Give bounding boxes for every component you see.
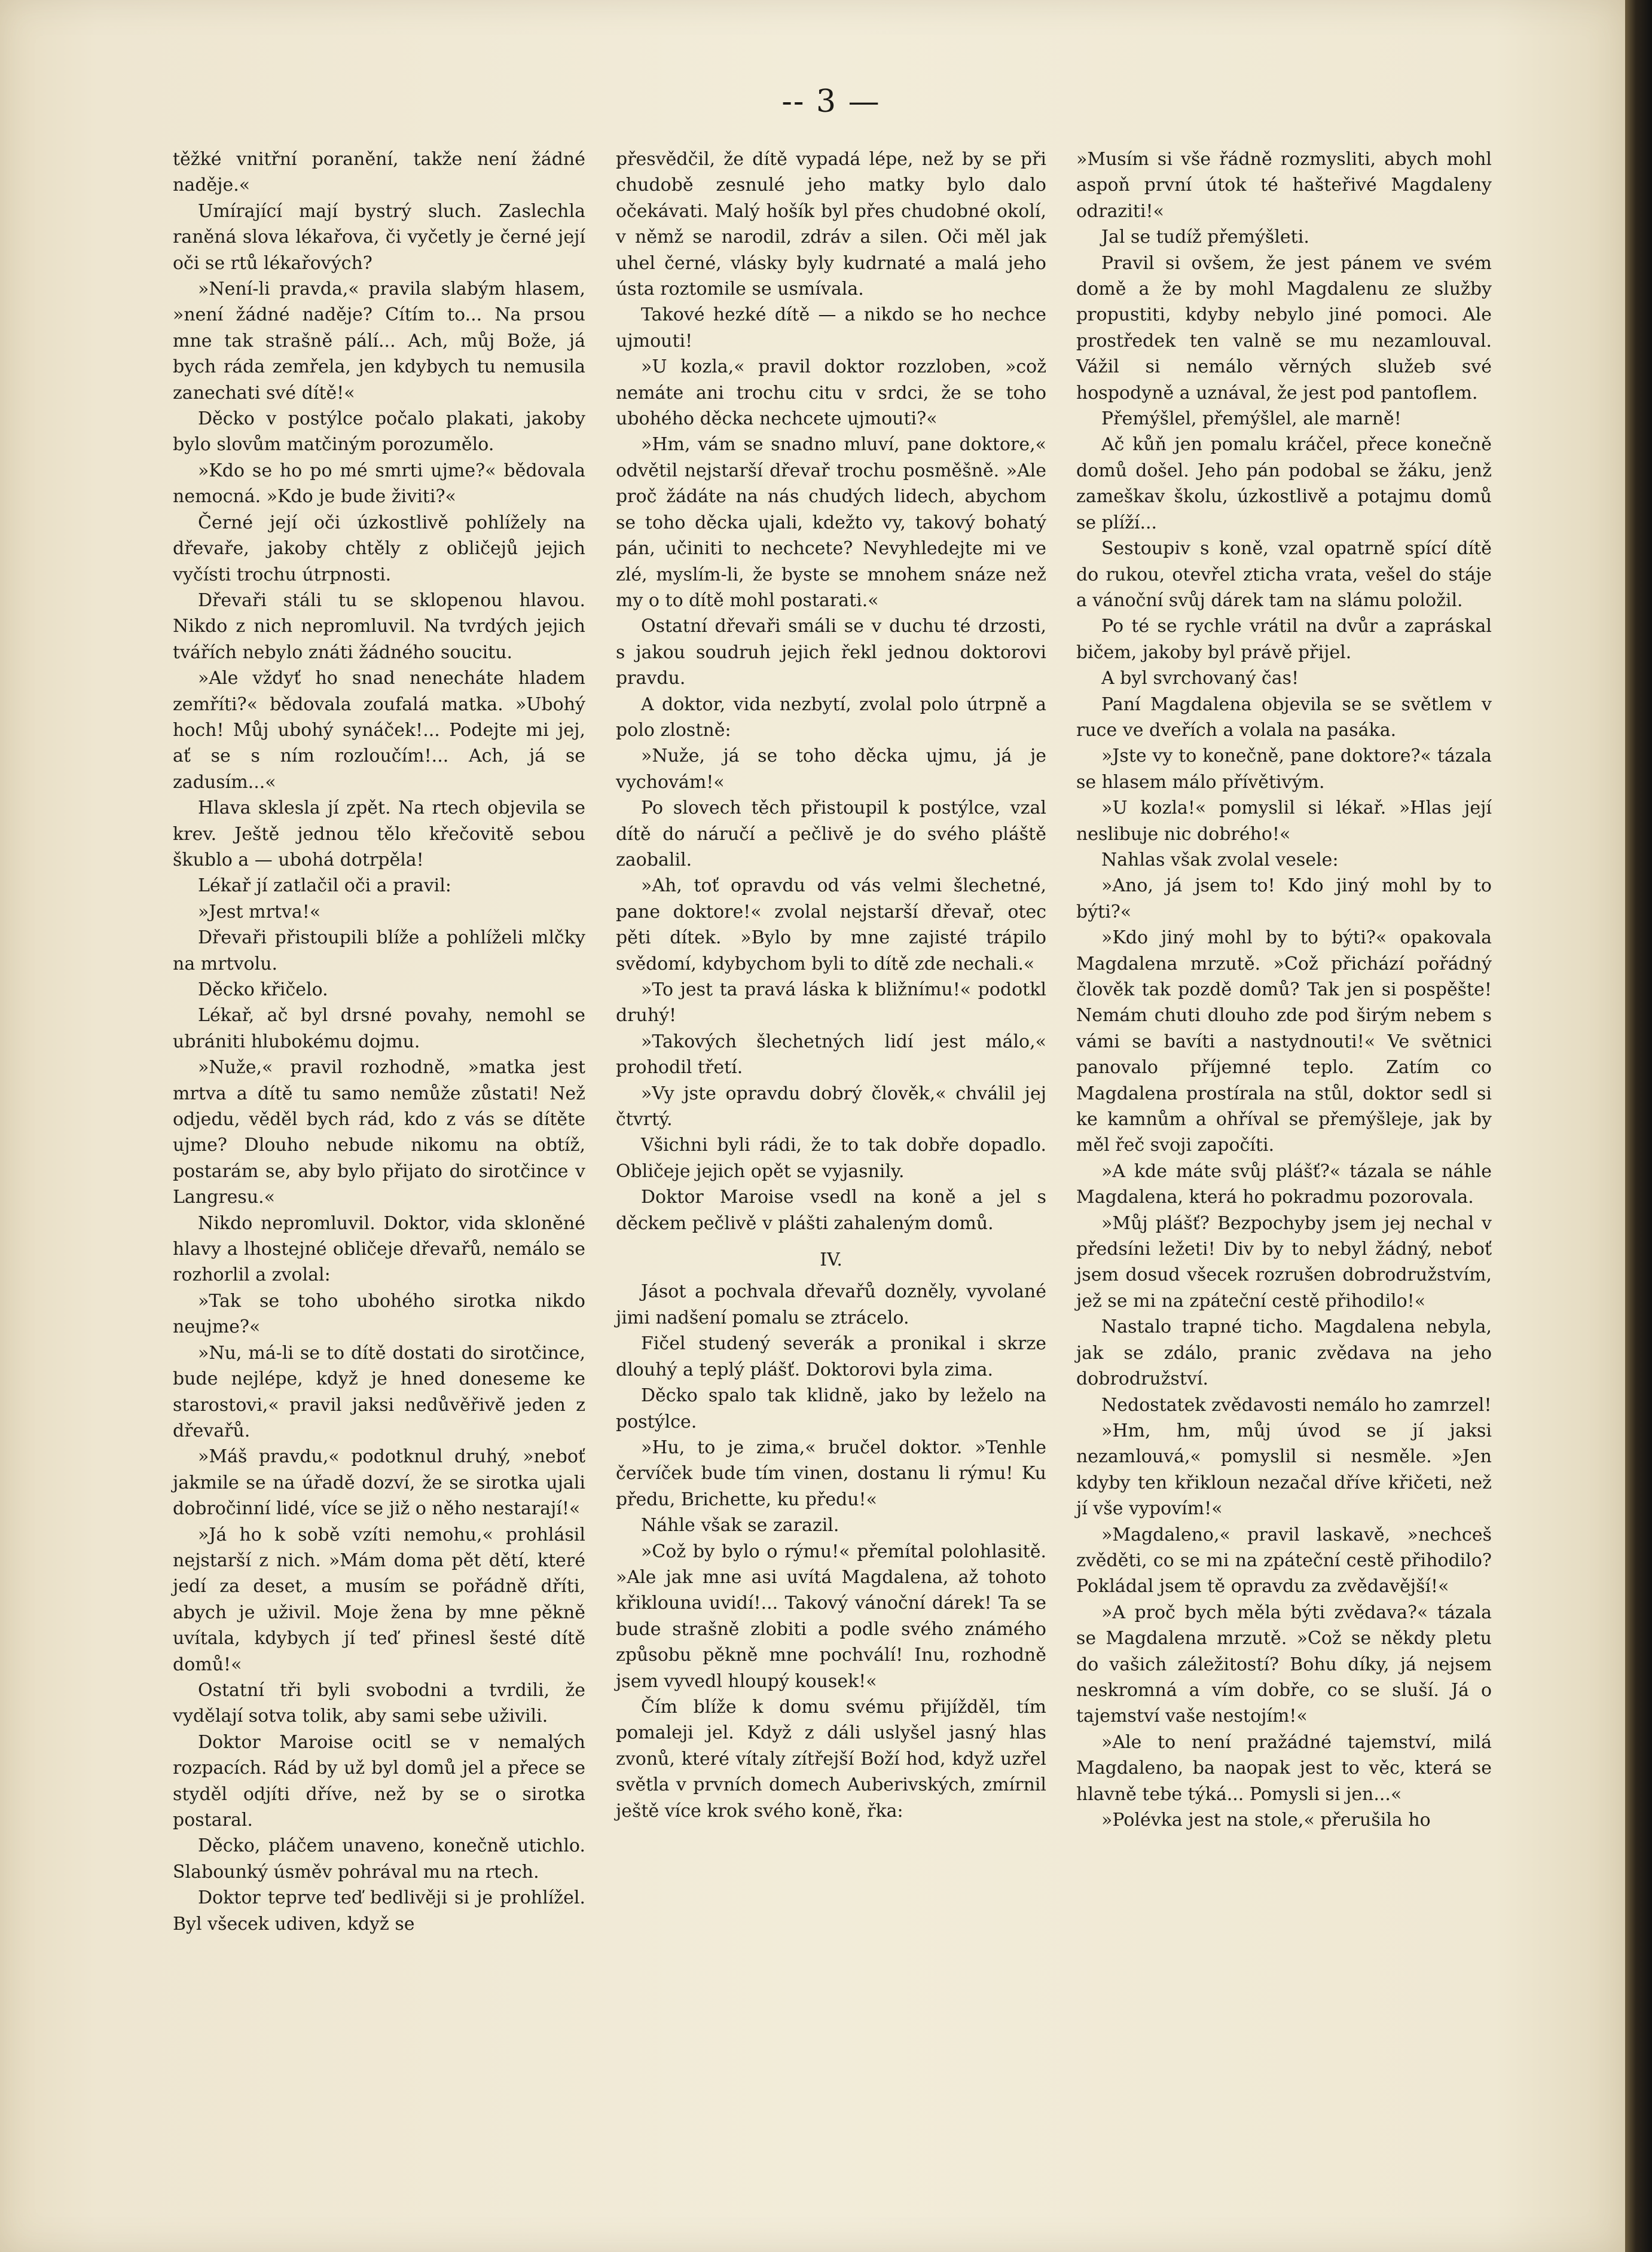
paragraph: Nikdo nepromluvil. Doktor, vida skloněné hlavy a lhostejné obličeje dřevařů, nemálo se rozhorlil a zvolal: (173, 1212, 585, 1286)
paragraph: »Hm, vám se snadno mluví, pane doktore,« odvětil nejstarší dřevař trochu posměšně. »Ale proč žádáte na nás chudých lidech, abychom se toho děcka ujali, kdežto vy, takový bohatý pán, učiniti to nechcete? Nevyhledejte mi ve zlé, myslím-li, že byste se mnohem snáze než my o to dítě mohl postarati.« (616, 434, 1046, 611)
paragraph: »Hu, to je zima,« bručel doktor. »Tenhle červíček bude tím vinen, dostanu li rýmu! Ku předu, Brichette, ku předu!« (616, 1437, 1046, 1510)
paragraph: Přemýšlel, přemýšlel, ale marně! (1101, 408, 1401, 430)
paragraph: »Nuže, já se toho děcka ujmu, já je vychovám!« (616, 745, 1046, 793)
paragraph: těžké vnitřní poranění, takže není žádné naděje.« (173, 149, 585, 196)
paragraph: Paní Magdalena objevila se se světlem v ruce ve dveřích a volala na pasáka. (1076, 693, 1492, 741)
paragraph: A byl svrchovaný čas! (1101, 668, 1299, 689)
paragraph: »Nu, má-li se to dítě dostati do sirotčince, bude nejlépe, když je hned doneseme ke starostovi,« pravil jaksi nedůvěřivě jeden z dřevařů. (173, 1342, 585, 1441)
paragraph: »Není-li pravda,« pravila slabým hlasem, »není žádné naděje? Cítím to... Na prsou mne tak strašně pálí... Ach, můj Bože, já bych ráda zemřela, jen kdybych tu nemusila zanechati své dítě!« (173, 279, 585, 404)
paragraph: »U kozla,« pravil doktor rozzloben, »což nemáte ani trochu citu v srdci, že se toho ubohého děcka nechcete ujmouti?« (616, 356, 1046, 430)
paragraph: Doktor teprve teď bedlivěji si je prohlížel. Byl všecek udiven, když se (173, 1887, 585, 1935)
paragraph: Dřevaři stáli tu se sklopenou hlavou. Nikdo z nich nepromluvil. Na tvrdých jejich tvářích nebylo znáti žádného soucitu. (173, 589, 585, 663)
paragraph: Pravil si ovšem, že jest pánem ve svém domě a že by mohl Magdalenu ze služby propustiti, kdyby nebylo jiné pomoci. Ale prostředek ten valně se mu nezamlouval. Vážil si nemálo věrných služeb své hospodyně a uznával, že jest pod pantoflem. (1076, 252, 1492, 404)
page-number: -- 3 — (781, 84, 881, 120)
paragraph: Fičel studený severák a pronikal i skrze dlouhý a teplý plášť. Doktorovi byla zima. (616, 1333, 1046, 1380)
paragraph: »Musím si vše řádně rozmysliti, abych mohl aspoň první útok té hašteřivé Magdaleny odraziti!« (1076, 149, 1492, 222)
paragraph: Čím blíže k domu svému přijížděl, tím pomaleji jel. Když z dáli uslyšel jasný hlas zvonů, které vítaly zítřejší Boží hod, když uzřel světla v prvních domech Auberivských, zmírnil ještě více krok svého koně, řka: (616, 1696, 1046, 1822)
paragraph: Takové hezké dítě — a nikdo se ho nechce ujmouti! (616, 304, 1046, 352)
paragraph: Všichni byli rádi, že to tak dobře dopadlo. Obličeje jejich opět se vyjasnily. (616, 1135, 1046, 1182)
paragraph: »Vy jste opravdu dobrý člověk,« chválil jej čtvrtý. (616, 1083, 1046, 1130)
paragraph: Náhle však se zarazil. (641, 1515, 839, 1536)
paragraph: Nastalo trapné ticho. Magdalena nebyla, jak se zdálo, pranic zvědava na jeho dobrodružství. (1076, 1316, 1492, 1390)
paragraph: Děcko křičelo. (198, 979, 328, 1000)
paragraph: »Kdo se ho po mé smrti ujme?« bědovala nemocná. »Kdo je bude živiti?« (173, 460, 585, 508)
paragraph: Sestoupiv s koně, vzal opatrně spící dítě do rukou, otevřel zticha vrata, vešel do stáje a vánoční svůj dárek tam na slámu položil. (1076, 538, 1492, 611)
paragraph: Po slovech těch přistoupil k postýlce, vzal dítě do náručí a pečlivě je do svého pláště zaobalil. (616, 797, 1046, 870)
paragraph: Po té se rychle vrátil na dvůr a zapráskal bičem, jakoby byl právě přijel. (1076, 616, 1492, 663)
paragraph: »A kde máte svůj plášť?« tázala se náhle Magdalena, která ho pokradmu pozorovala. (1076, 1160, 1492, 1208)
paragraph: »Magdaleno,« pravil laskavě, »nechceš zvěděti, co se mi na zpáteční cestě přihodilo? Pokládal jsem tě opravdu za zvědavější!« (1076, 1524, 1492, 1597)
paragraph: Lékař jí zatlačil oči a pravil: (198, 875, 451, 897)
paragraph: Ač kůň jen pomalu kráčel, přece konečně domů došel. Jeho pán podobal se žáku, jenž zameškav školu, úzkostlivě a potajmu domů se plíží... (1076, 434, 1492, 533)
paragraph: Dřevaři přistoupili blíže a pohlíželi mlčky na mrtvolu. (173, 927, 585, 974)
paragraph: Ostatní tři byli svobodni a tvrdili, že vydělají sotva tolik, aby sami sebe uživili. (173, 1679, 585, 1727)
paragraph: Nedostatek zvědavosti nemálo ho zamrzel! (1101, 1394, 1492, 1416)
page-edge-shadow (1625, 0, 1652, 2252)
paragraph: »Ah, toť opravdu od vás velmi šlechetné, pane doktore!« zvolal nejstarší dřevař, otec pěti dítek. »Bylo by mne zajisté trápilo svědomí, kdybychom byli to dítě zde nechali.« (616, 875, 1046, 974)
paragraph: Děcko spalo tak klidně, jako by leželo na postýlce. (616, 1385, 1046, 1432)
paragraph: »To jest ta pravá láska k bližnímu!« podotkl druhý! (616, 979, 1046, 1026)
paragraph: »Máš pravdu,« podotknul druhý, »neboť jakmile se na úřadě dozví, že se sirotka ujali dobročinní lidé, více se již o něho nestarají!« (173, 1446, 585, 1520)
paragraph: Děcko v postýlce počalo plakati, jakoby bylo slovům matčiným porozumělo. (173, 408, 585, 456)
paragraph: Hlava sklesla jí zpět. Na rtech objevila se krev. Ještě jednou tělo křečovitě sebou škublo a — ubohá dotrpěla! (173, 797, 585, 870)
paragraph: »Jest mrtva!« (198, 901, 321, 922)
text-column-right (1076, 146, 1492, 1833)
paragraph: Černé její oči úzkostlivě pohlížely na dřevaře, jakoby chtěly z obličejů jejich vyčísti trochu útrpnosti. (173, 512, 585, 585)
paragraph: »Hm, hm, můj úvod se jí jaksi nezamlouvá,« pomyslil si nesměle. »Jen kdyby ten křikloun nezačal dříve křičeti, než jí vše vypovím!« (1076, 1420, 1492, 1520)
paragraph: »U kozla!« pomyslil si lékař. »Hlas její neslibuje nic dobrého!« (1076, 797, 1492, 845)
section-heading: IV. (820, 1249, 842, 1271)
paragraph: »Jste vy to konečně, pane doktore?« tázala se hlasem málo přívětivým. (1076, 745, 1492, 793)
paragraph: Jal se tudíž přemýšleti. (1101, 227, 1309, 248)
paragraph: Nahlas však zvolal vesele: (1101, 849, 1339, 870)
text-column-left (173, 146, 585, 1937)
paragraph: »Ale vždyť ho snad nenecháte hladem zemříti?« bědovala zoufalá matka. »Ubohý hoch! Můj ubohý synáček!... Podejte mi jej, ať se s ním rozloučím!... Ach, já se zadusím...« (173, 668, 585, 793)
paragraph: »Kdo jiný mohl by to býti?« opakovala Magdalena mrzutě. »Což přichází pořádný člověk tak pozdě domů? Tak jen si pospěšte! Nemám chuti dlouho zde pod širým nebem s vámi se bavíti a nastydnouti!« Ve světnici panovalo příjemné teplo. Zatím co Magdalena prostírala na stůl, doktor sedl si ke kamnům a ohříval se přemýšleje, jak by měl řeč svoji započíti. (1076, 927, 1492, 1156)
paragraph: »Což by bylo o rýmu!« přemítal polohlasitě. »Ale jak mne asi uvítá Magdalena, až tohoto křiklouna uvidí!... Takový vánoční dárek! Ta se bude strašně zlobiti a podle svého známého způsobu pěkně mne pochválí! Inu, rozhodně jsem vyvedl hloupý kousek!« (616, 1541, 1046, 1692)
paragraph: »Tak se toho ubohého sirotka nikdo neujme?« (173, 1290, 585, 1338)
paragraph: »Já ho k sobě vzíti nemohu,« prohlásil nejstarší z nich. »Mám doma pět dětí, které jedí za deset, a musím se pořádně dříti, abych je uživil. Moje žena by mne pěkně uvítala, kdybych jí teď přinesl šesté dítě domů!« (173, 1524, 585, 1675)
paragraph: Doktor Maroise vsedl na koně a jel s děckem pečlivě v plášti zahaleným domů. (616, 1187, 1046, 1234)
paragraph: Doktor Maroise ocitl se v nemalých rozpacích. Rád by už byl domů jel a přece se styděl odjíti dříve, než by se o sirotka postaral. (173, 1731, 585, 1831)
paragraph: »Takových šlechetných lidí jest málo,« prohodil třetí. (616, 1031, 1046, 1078)
paragraph: Děcko, pláčem unaveno, konečně utichlo. Slabounký úsměv pohrával mu na rtech. (173, 1835, 585, 1883)
paragraph: »Polévka jest na stole,« přerušila ho (1101, 1810, 1431, 1831)
paragraph: »Ano, já jsem to! Kdo jiný mohl by to býti?« (1076, 875, 1492, 922)
paragraph: Lékař, ač byl drsné povahy, nemohl se ubrániti hlubokému dojmu. (173, 1005, 585, 1052)
paragraph: Ostatní dřevaři smáli se v duchu té drzosti, s jakou soudruh jejich řekl jednou doktorovi pravdu. (616, 616, 1046, 689)
paragraph: »Nuže,« pravil rozhodně, »matka jest mrtva a dítě tu samo nemůže zůstati! Než odjedu, věděl bych rád, kdo z vás se dítěte ujme? Dlouho nebude nikomu na obtíž, postarám se, aby bylo přijato do sirotčince v Langresu.« (173, 1057, 585, 1208)
paragraph: »A proč bych měla býti zvědava?« tázala se Magdalena mrzutě. »Což se někdy pletu do vašich záležitostí? Bohu díky, já nejsem neskromná a vím dobře, co se sluší. Já o tajemství vaše nestojím!« (1076, 1602, 1492, 1727)
paragraph: Jásot a pochvala dřevařů dozněly, vyvolané jimi nadšení pomalu se ztrácelo. (616, 1281, 1046, 1328)
paragraph: přesvědčil, že dítě vypadá lépe, než by se při chudobě zesnulé jeho matky bylo dalo očekávati. Malý hošík byl přes chudobné okolí, v němž se narodil, zdráv a silen. Oči měl jak uhel černé, vlásky byly kudrnaté a malá jeho ústa roztomile se usmívala. (616, 149, 1046, 300)
paragraph: Umírající mají bystrý sluch. Zaslechla raněná slova lékařova, či vyčetly je černé její oči se rtů lékařových? (173, 200, 585, 274)
paragraph: »Můj plášť? Bezpochyby jsem jej nechal v předsíni ležeti! Div by to nebyl žádný, neboť jsem dosud všecek rozrušen dobrodružstvím, jež se mi na zpáteční cestě přihodilo!« (1076, 1212, 1492, 1312)
paragraph: »Ale to není pražádné tajemství, milá Magdaleno, ba naopak jest to věc, která se hlavně tebe týká... Pomysli si jen...« (1076, 1731, 1492, 1805)
text-column-middle (616, 146, 1046, 1824)
paragraph: A doktor, vida nezbytí, zvolal polo útrpně a polo zlostně: (616, 693, 1046, 741)
